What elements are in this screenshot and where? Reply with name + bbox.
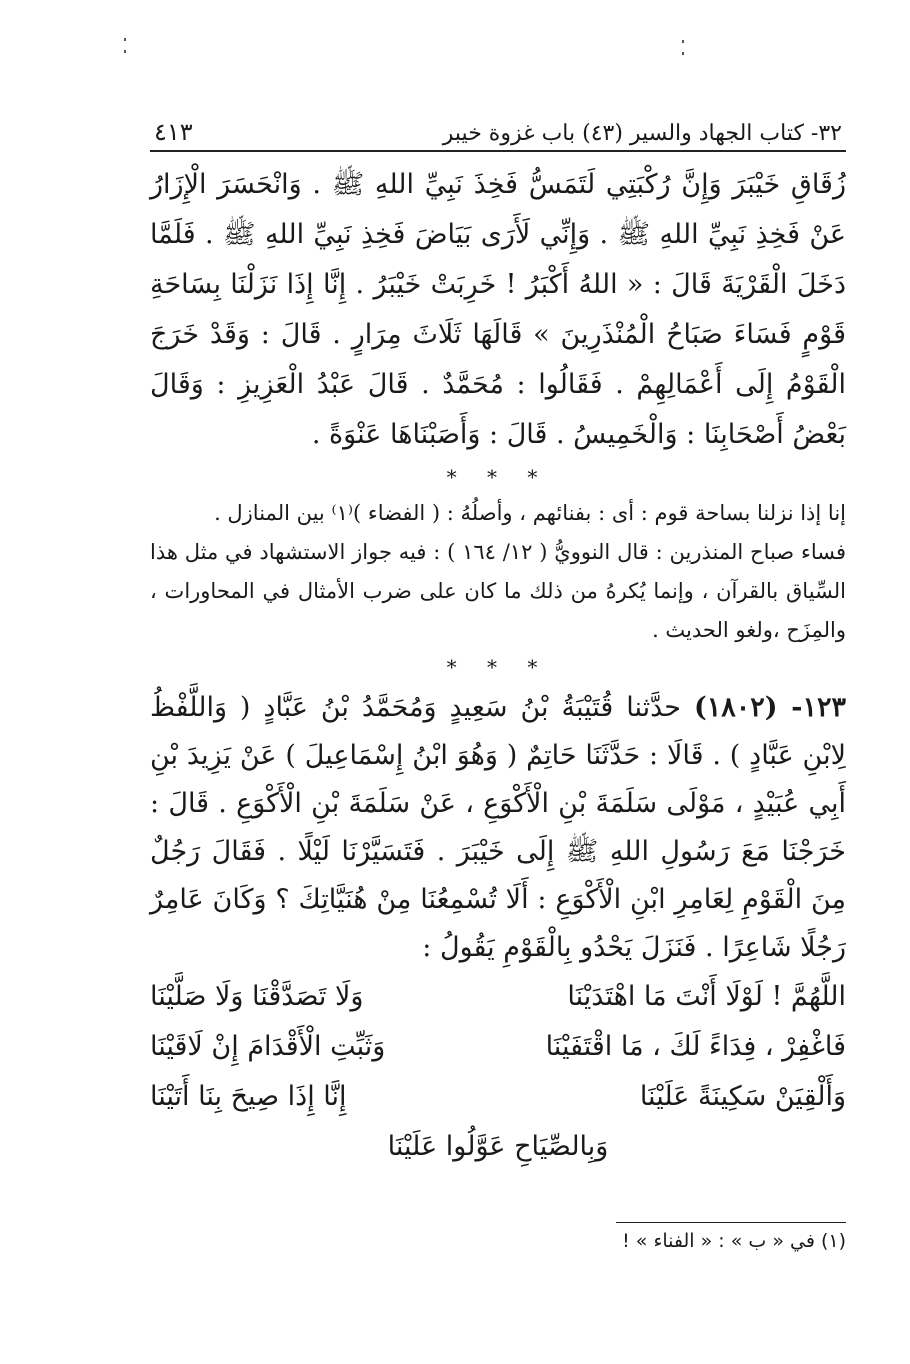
poem-verse bbox=[150, 972, 846, 1022]
hadith-continuation: زُقَاقِ خَيْبَرَ وَإِنَّ رُكْبَتِي لَتَمَسُّ فَخِذَ نَبِيِّ اللهِ ﷺ . وَانْحَسَرَ الْإِزَارُ عَنْ فَخِذِ نَبِيِّ اللهِ ﷺ . وَإِنِّي لَأَرَى بَيَاضَ فَخِذِ نَبِيِّ اللهِ ﷺ . فَلَمَّا دَخَلَ الْقَرْيَةَ قَالَ : « اللهُ أَكْبَرُ ! خَرِبَتْ خَيْبَرُ . إِنَّا إِذَا نَزَلْنَا بِسَاحَةِ قَوْمٍ فَسَاءَ صَبَاحُ الْمُنْذَرِينَ » قَالَهَا ثَلَاثَ مِرَارٍ . قَالَ : وَقَدْ خَرَجَ الْقَوْمُ إِلَى أَعْمَالِهِمْ . فَقَالُوا : مُحَمَّدٌ . قَالَ عَبْدُ الْعَزِيزِ : وَقَالَ بَعْضُ أَصْحَابِنَا : وَالْخَمِيسُ . قَالَ : وَأَصَبْنَاهَا عَنْوَةً . bbox=[150, 169, 846, 450]
verse-first-hemistich: اللَّهُمَّ ! لَوْلَا أَنْتَ مَا اهْتَدَيْنَا bbox=[567, 981, 846, 1012]
page-number: ٤١٣ bbox=[154, 118, 193, 146]
poem-verse bbox=[150, 1022, 846, 1072]
verse-first-hemistich: فَاغْفِرْ ، فِدَاءً لَكَ ، مَا اقْتَفَيْنَا bbox=[545, 1031, 846, 1062]
footnote-divider bbox=[616, 1222, 846, 1223]
commentary-line: إنا إذا نزلنا بساحة قوم : أى : بفنائهم ، وأصلُهُ : ( الفضاء )⁽١⁾ بين المنازل . bbox=[214, 501, 846, 525]
verse-second-hemistich: وَلَا تَصَدَّقْنَا وَلَا صَلَّيْنَا bbox=[150, 981, 364, 1012]
poem bbox=[150, 972, 846, 1172]
verse-second-hemistich: وَثَبِّتِ الْأَقْدَامَ إِنْ لَاقَيْنَا bbox=[150, 1031, 386, 1062]
commentary-line: فساء صباح المنذرين : قال النوويُّ ( ١٢/ ١٦٤ ) : فيه جواز الاستشهاد في مثل هذا السِّياق بالقرآن ، وإنما يُكرهُ من ذلك ما كان على ضرب الأمثال في المحاورات ، والمِزَح ،ولغو الحديث . bbox=[150, 540, 846, 642]
scan-speck bbox=[682, 40, 684, 43]
hadith-number: ١٢٣- (١٨٠٢) bbox=[693, 692, 846, 723]
hadith-text: حدَّثنا قُتَيْبَةُ بْنُ سَعِيدٍ وَمُحَمَّدُ بْنُ عَبَّادٍ ( وَاللَّفْظُ لِابْنِ عَبَّادٍ ) . قَالَا : حَدَّثَنَا حَاتِمٌ ( وَهُوَ ابْنُ إِسْمَاعِيلَ ) عَنْ يَزِيدَ بْنِ أَبِي عُبَيْدٍ ، مَوْلَى سَلَمَةَ بْنِ الْأَكْوَعِ ، عَنْ سَلَمَةَ بْنِ الْأَكْوَعِ . قَالَ : خَرَجْنَا مَعَ رَسُولِ اللهِ ﷺ إِلَى خَيْبَرَ . فَتَسَيَّرْنَا لَيْلًا . فَقَالَ رَجُلٌ مِنَ الْقَوْمِ لِعَامِرِ ابْنِ الْأَكْوَعِ : أَلَا تُسْمِعُنَا مِنْ هُنَيَّاتِكَ ؟ وَكَانَ عَامِرٌ رَجُلًا شَاعِرًا . فَنَزَلَ يَحْدُو بِالْقَوْمِ يَقُولُ : bbox=[150, 692, 846, 963]
verse-second-hemistich: إِنَّا إِذَا صِيحَ بِنَا أَتَيْنَا bbox=[150, 1081, 347, 1112]
commentary bbox=[150, 494, 846, 650]
footnote: (١) في « ب » : « الفناء » ! bbox=[622, 1230, 846, 1252]
verse-first-hemistich: وَأَلْقِيَنْ سَكِينَةً عَلَيْنَا bbox=[639, 1081, 846, 1112]
scan-speck bbox=[124, 38, 126, 41]
hadith-123 bbox=[150, 684, 846, 972]
scan-speck bbox=[124, 50, 126, 53]
book-page bbox=[150, 100, 846, 1172]
poem-verse bbox=[150, 1072, 846, 1122]
poem-final-line: وَبِالصِّيَاحِ عَوَّلُوا عَلَيْنَا bbox=[387, 1131, 609, 1162]
section-separator: * * * bbox=[446, 655, 550, 679]
scan-speck bbox=[682, 52, 684, 55]
section-separator: * * * bbox=[446, 465, 550, 489]
running-header bbox=[150, 100, 846, 152]
running-title: ٣٢- كتاب الجهاد والسير (٤٣) باب غزوة خيبر bbox=[442, 121, 842, 146]
